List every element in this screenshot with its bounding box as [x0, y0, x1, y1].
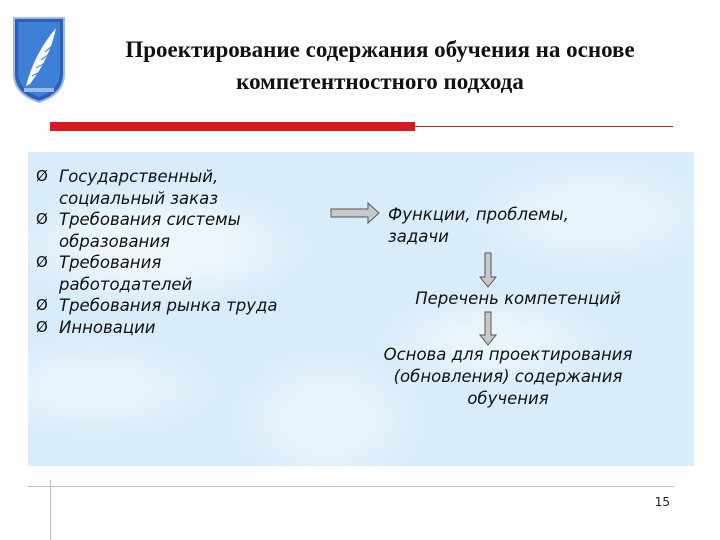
- arrow-bullet-icon: Ø: [36, 253, 48, 271]
- list-item: Ø Инновации: [36, 317, 156, 337]
- flow-step-competencies: Перечень компетенций: [415, 289, 621, 308]
- down-arrow-icon: [480, 312, 496, 345]
- list-item: Ø Требования работодателей: [36, 253, 193, 294]
- arrow-bullet-icon: Ø: [36, 317, 48, 336]
- footer-line: [28, 486, 674, 487]
- list-item: Ø Требования системы образования: [36, 210, 241, 251]
- flow-step-functions: Функции, проблемы, задачи: [388, 205, 569, 246]
- slide-title: Проектирование содержания обучения на основе компетентностного подхода: [125, 37, 635, 94]
- page-number: 15: [654, 495, 670, 509]
- arrow-bullet-icon: Ø: [36, 296, 48, 314]
- arrow-bullet-icon: Ø: [36, 210, 48, 228]
- flow-step-content-basis: Основа для проектирования (обновления) содержания обучения: [383, 345, 633, 408]
- list-item: Ø Требования рынка труда: [36, 296, 278, 315]
- right-arrow-icon: [331, 203, 379, 223]
- down-arrow-icon: [480, 253, 496, 287]
- footer-vertical-line: [50, 480, 51, 540]
- list-item: Ø Государственный, социальный заказ: [36, 167, 219, 208]
- arrow-bullet-icon: Ø: [36, 167, 48, 185]
